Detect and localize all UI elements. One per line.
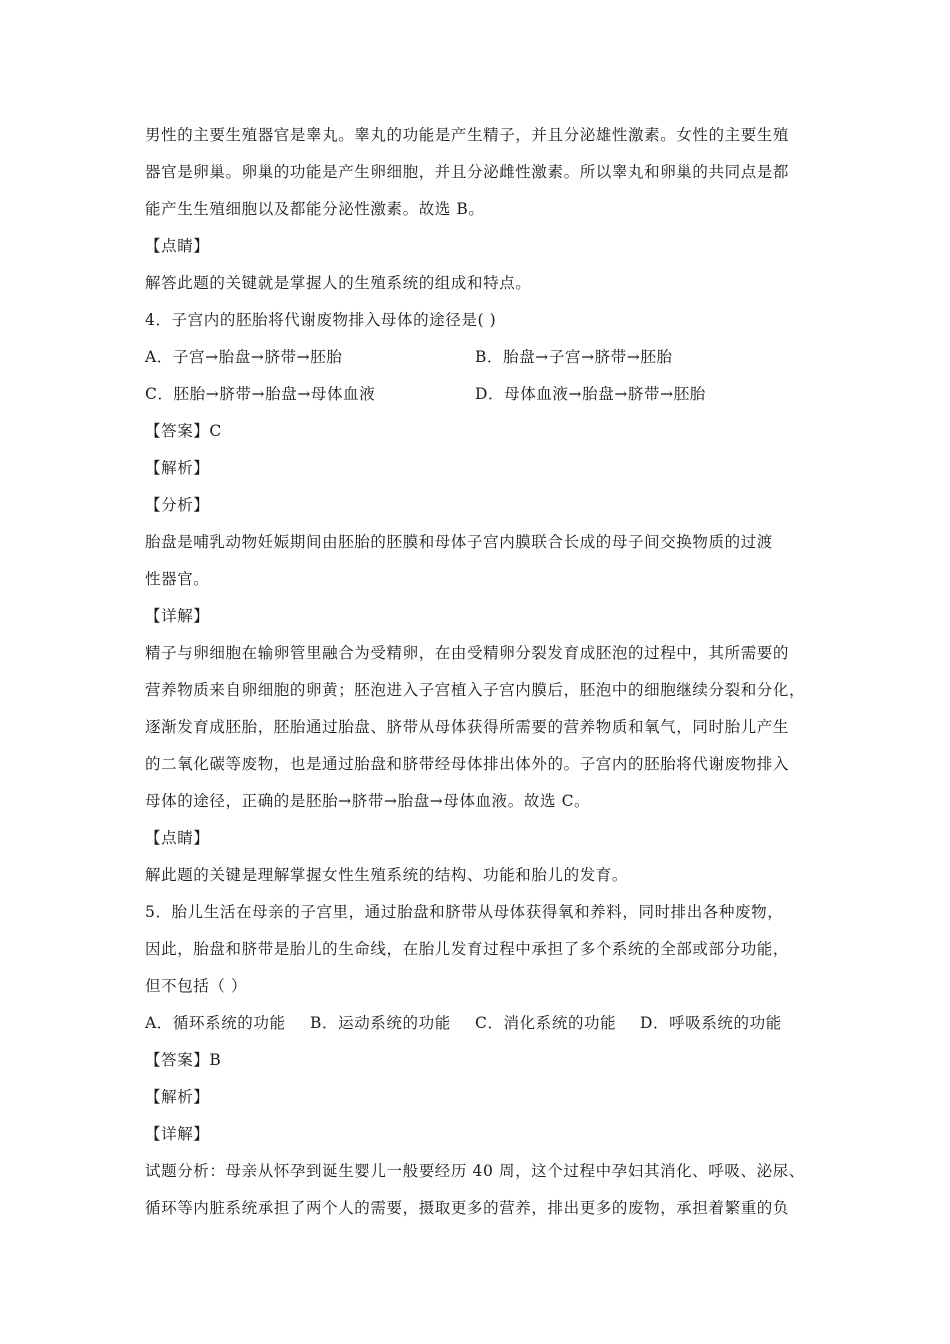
- question-4-option-c: C．胚胎→脐带→胎盘→母体血液: [145, 385, 376, 403]
- section-label-xiangjie: 【详解】: [145, 1125, 210, 1143]
- question-5-option-a: A．循环系统的功能: [145, 1014, 286, 1032]
- paragraph-line: 器官是卵巢。卵巢的功能是产生卵细胞，并且分泌雌性激素。所以睾丸和卵巢的共同点是都: [145, 163, 790, 181]
- paragraph-line: 循环等内脏系统承担了两个人的需要，摄取更多的营养，排出更多的废物，承担着繁重的负: [145, 1199, 790, 1217]
- question-4-option-b: B．胎盘→子宫→脐带→胚胎: [475, 348, 673, 366]
- question-5-option-b: B．运动系统的功能: [310, 1014, 451, 1032]
- paragraph-line: 营养物质来自卵细胞的卵黄；胚泡进入子宫植入子宫内膜后，胚泡中的细胞继续分裂和分化，: [145, 681, 806, 699]
- question-5-answer: 【答案】B: [145, 1051, 222, 1069]
- section-label-jiexi: 【解析】: [145, 1088, 210, 1106]
- question-5-option-c: C．消化系统的功能: [475, 1014, 617, 1032]
- question-4-stem: 4．子宫内的胚胎将代谢废物排入母体的途径是( ): [145, 311, 497, 329]
- section-label-jiexi: 【解析】: [145, 459, 210, 477]
- question-5-stem: 但不包括（ ）: [145, 977, 248, 995]
- paragraph-line: 试题分析：母亲从怀孕到诞生婴儿一般要经历 40 周，这个过程中孕妇其消化、呼吸、泌尿、: [145, 1162, 805, 1180]
- paragraph-line: 解此题的关键是理解掌握女性生殖系统的结构、功能和胎儿的发育。: [145, 866, 629, 884]
- section-label-xiangjie: 【详解】: [145, 607, 210, 625]
- paragraph-line: 男性的主要生殖器官是睾丸。睾丸的功能是产生精子，并且分泌雄性激素。女性的主要生殖: [145, 126, 790, 144]
- paragraph-line: 精子与卵细胞在输卵管里融合为受精卵，在由受精卵分裂发育成胚泡的过程中，其所需要的: [145, 644, 790, 662]
- question-4-answer: 【答案】C: [145, 422, 222, 440]
- question-5-stem: 因此，胎盘和脐带是胎儿的生命线，在胎儿发育过程中承担了多个系统的全部或部分功能，: [145, 940, 790, 958]
- paragraph-line: 母体的途径，正确的是胚胎→脐带→胎盘→母体血液。故选 C。: [145, 792, 591, 810]
- paragraph-line: 的二氧化碳等废物，也是通过胎盘和脐带经母体排出体外的。子宫内的胚胎将代谢废物排入: [145, 755, 790, 773]
- question-5-stem: 5．胎儿生活在母亲的子宫里，通过胎盘和脐带从母体获得氧和养料，同时排出各种废物，: [145, 903, 784, 921]
- section-label-fenxi: 【分析】: [145, 496, 210, 514]
- paragraph-line: 解答此题的关键就是掌握人的生殖系统的组成和特点。: [145, 274, 532, 292]
- section-label-dianjing: 【点睛】: [145, 237, 210, 255]
- paragraph-line: 胎盘是哺乳动物妊娠期间由胚胎的胚膜和母体子宫内膜联合长成的母子间交换物质的过渡: [145, 533, 773, 551]
- question-4-option-d: D．母体血液→胎盘→脐带→胚胎: [475, 385, 706, 403]
- paragraph-line: 性器官。: [145, 570, 210, 588]
- paragraph-line: 逐渐发育成胚胎，胚胎通过胎盘、脐带从母体获得所需要的营养物质和氧气，同时胎儿产生: [145, 718, 790, 736]
- paragraph-line: 能产生生殖细胞以及都能分泌性激素。故选 B。: [145, 200, 485, 218]
- section-label-dianjing: 【点睛】: [145, 829, 210, 847]
- question-5-option-d: D．呼吸系统的功能: [640, 1014, 782, 1032]
- question-4-option-a: A．子宫→胎盘→脐带→胚胎: [145, 348, 343, 366]
